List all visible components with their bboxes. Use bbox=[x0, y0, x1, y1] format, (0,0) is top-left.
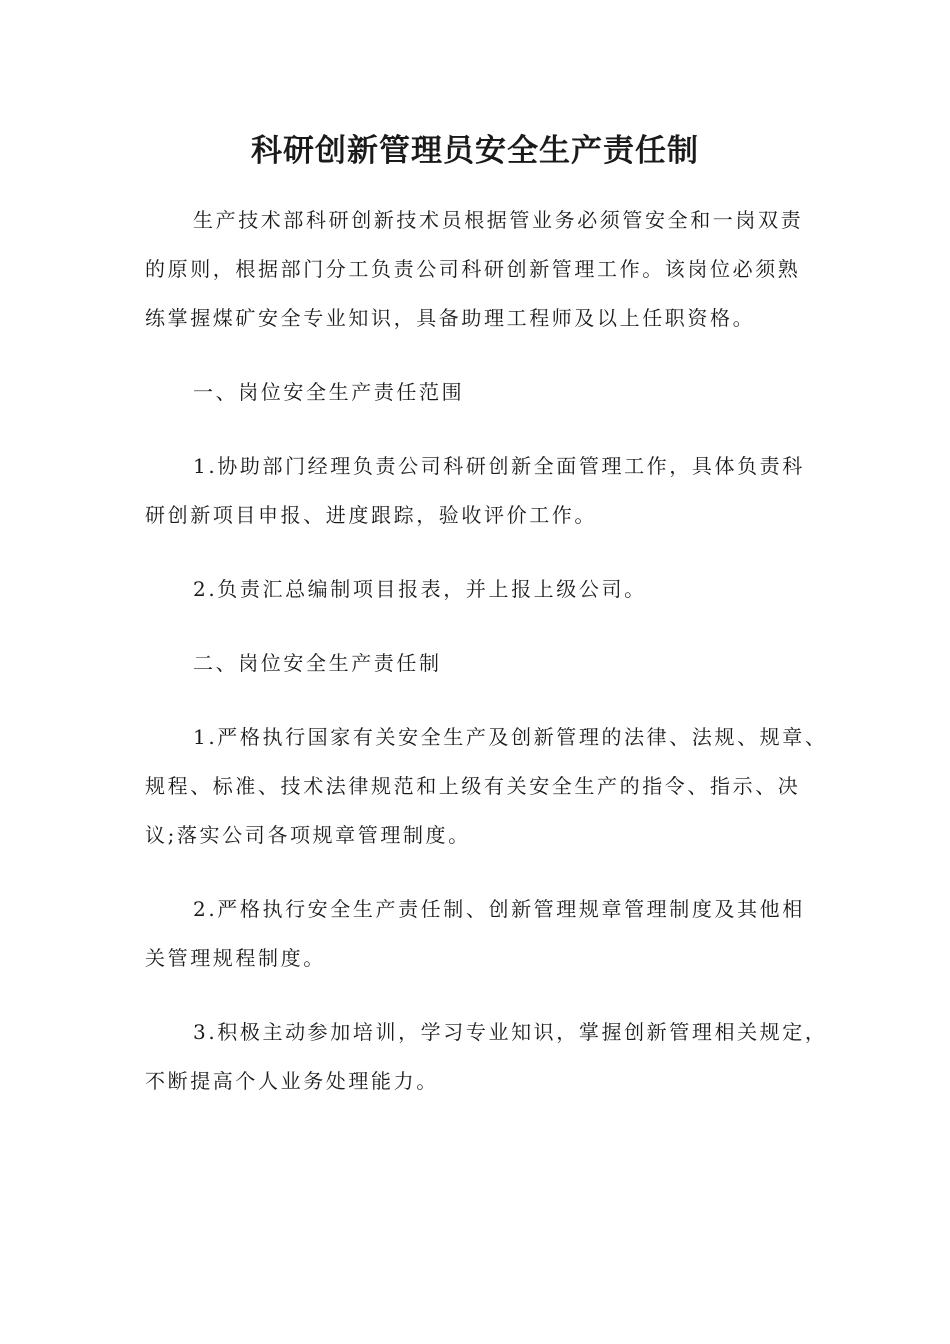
document-title: 科研创新管理员安全生产责任制 bbox=[251, 133, 699, 169]
paragraph-line: 规程、标准、技术法律规范和上级有关安全生产的指令、指示、决 bbox=[145, 774, 801, 798]
paragraph-line: 不断提高个人业务处理能力。 bbox=[145, 1069, 439, 1093]
paragraph-line: 研创新项目申报、进度跟踪，验收评价工作。 bbox=[145, 503, 597, 527]
list-item bbox=[145, 885, 835, 983]
paragraph-line: 生产技术部科研创新技术员根据管业务必须管安全和一岗双责 bbox=[193, 208, 804, 232]
section-heading-text: 二、岗位安全生产责任制 bbox=[193, 651, 442, 675]
list-item bbox=[145, 713, 835, 860]
section-heading-text: 一、岗位安全生产责任范围 bbox=[193, 380, 465, 404]
paragraph-line: 1.严格执行国家有关安全生产及创新管理的法律、法规、规章、 bbox=[193, 725, 828, 749]
section-heading-2 bbox=[145, 639, 835, 688]
list-item bbox=[145, 1008, 835, 1106]
paragraph-line: 的原则，根据部门分工负责公司科研创新管理工作。该岗位必须熟 bbox=[145, 257, 801, 281]
paragraph-line: 2.严格执行安全生产责任制、创新管理规章管理制度及其他相 bbox=[193, 897, 805, 921]
paragraph-line: 1.协助部门经理负责公司科研创新全面管理工作，具体负责科 bbox=[193, 454, 805, 478]
document-body bbox=[145, 196, 835, 1106]
section-heading-1 bbox=[145, 368, 835, 417]
paragraph-line: 关管理规程制度。 bbox=[145, 946, 326, 970]
paragraph-line: 议;落实公司各项规章管理制度。 bbox=[145, 823, 471, 847]
paragraph-intro bbox=[145, 196, 835, 343]
list-item bbox=[145, 565, 835, 614]
paragraph-line: 2.负责汇总编制项目报表，并上报上级公司。 bbox=[193, 577, 647, 601]
paragraph-line: 3.积极主动参加培训，学习专业知识，掌握创新管理相关规定， bbox=[193, 1020, 828, 1044]
list-item bbox=[145, 442, 835, 540]
paragraph-line: 练掌握煤矿安全专业知识，具备助理工程师及以上任职资格。 bbox=[145, 306, 756, 330]
